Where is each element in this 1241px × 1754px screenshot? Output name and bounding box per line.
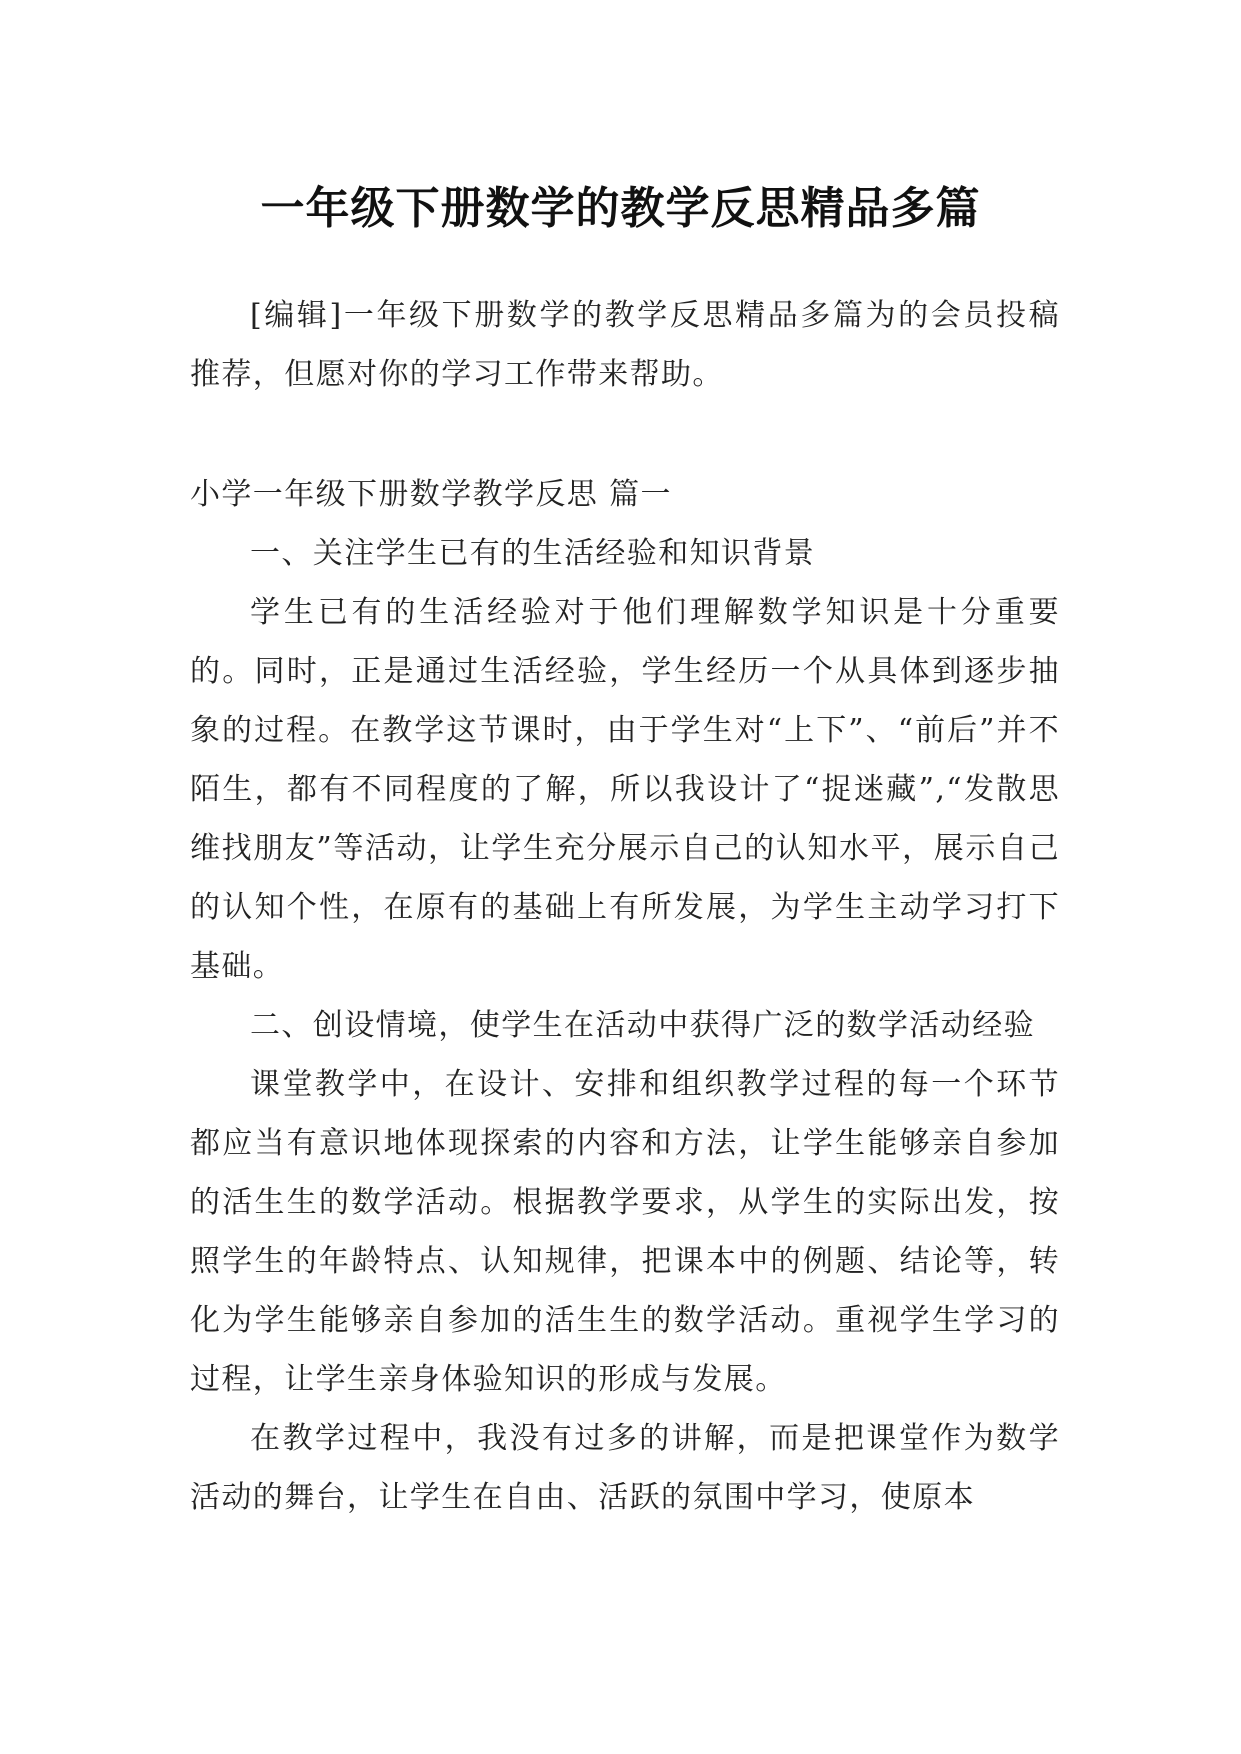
section-heading: 小学一年级下册数学教学反思 篇一 (190, 477, 672, 512)
intro-paragraph: [编辑]一年级下册数学的教学反思精品多篇为的会员投稿推荐，但愿对你的学习工作带来帮助。 (190, 298, 1060, 392)
paragraph-two: 课堂教学中，在设计、安排和组织教学过程的每一个环节都应当有意识地体现探索的内容和方法，让学生能够亲自参加的活生生的数学活动。根据教学要求，从学生的实际出发，按照学生的年龄特点、认知规律，把课本中的例题、结论等，转化为学生能够亲自参加的活生生的数学活动。重视学生学习的过程，让学生亲身体验知识的形成与发展。 (190, 1067, 1060, 1397)
heading-two: 二、创设情境，使学生在活动中获得广泛的数学活动经验 (250, 1008, 1035, 1043)
paragraph-one: 学生已有的生活经验对于他们理解数学知识是十分重要的。同时，正是通过生活经验，学生经历一个从具体到逐步抽象的过程。在教学这节课时，由于学生对“上下”、“前后”并不陌生，都有不同程度的了解，所以我设计了“捉迷藏”,“发散思维找朋友”等活动，让学生充分展示自己的认知水平，展示自己的认知个性，在原有的基础上有所发展，为学生主动学习打下基础。 (190, 595, 1060, 984)
paragraph-three: 在教学过程中，我没有过多的讲解，而是把课堂作为数学活动的舞台，让学生在自由、活跃的氛围中学习，使原本 (190, 1421, 1060, 1515)
heading-one: 一、关注学生已有的生活经验和知识背景 (250, 536, 816, 571)
document-title: 一年级下册数学的教学反思精品多篇 (260, 183, 981, 235)
article-body (190, 465, 1060, 1527)
intro-block (190, 286, 1060, 404)
